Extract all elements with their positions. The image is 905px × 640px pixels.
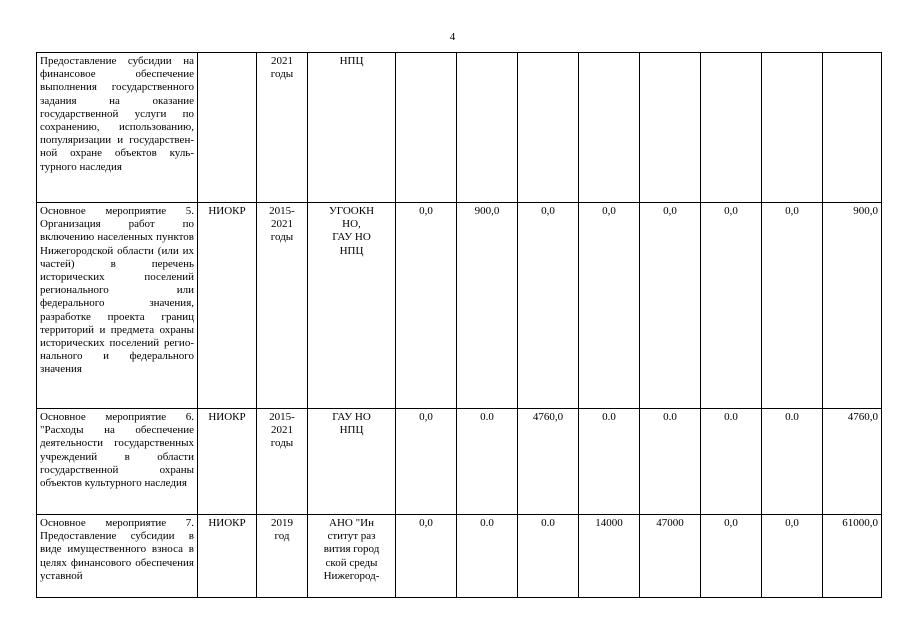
row-value: 0.0 <box>640 409 701 515</box>
program-table <box>36 52 882 598</box>
row-value <box>518 53 579 203</box>
row-value <box>640 53 701 203</box>
page-number: 4 <box>449 31 456 43</box>
table-row <box>37 203 882 409</box>
row-executor: УГООКН НО, ГАУ НО НПЦ <box>308 203 396 409</box>
row-value: 47000 <box>640 515 701 598</box>
row-executor: НПЦ <box>308 53 396 203</box>
row-value: 0,0 <box>762 515 823 598</box>
row-value: 0,0 <box>640 203 701 409</box>
table-row <box>37 409 882 515</box>
row-description: Основное мероприятие 5. Организация работ по включению населенных пунктов Нижегородской области (или их частей) в перечень исторических поселений регионального или федерального значения, разработке проекта границ территорий и предмета охраны исторических поселений регионального и федерального значения <box>37 203 198 409</box>
row-value: 0,0 <box>396 409 457 515</box>
row-value: 0,0 <box>701 515 762 598</box>
row-value: 0,0 <box>701 203 762 409</box>
table-row <box>37 515 882 598</box>
row-period: 2015- 2021 годы <box>257 409 308 515</box>
row-value: 0.0 <box>457 515 518 598</box>
row-value <box>579 53 640 203</box>
row-value <box>701 53 762 203</box>
row-value: 0,0 <box>396 203 457 409</box>
row-value: 0.0 <box>457 409 518 515</box>
row-value: 900,0 <box>823 203 882 409</box>
row-value: 0.0 <box>762 409 823 515</box>
row-value: 900,0 <box>457 203 518 409</box>
row-value: 0,0 <box>518 203 579 409</box>
row-value <box>396 53 457 203</box>
row-value: 4760,0 <box>518 409 579 515</box>
row-value: 0,0 <box>396 515 457 598</box>
row-value <box>457 53 518 203</box>
row-description: Предоставление субсидии на финансовое обеспечение выполнения государственного задания на оказание государственной услуги по сохранению, использованию, популяризации и государственной охране объектов культурного наследия <box>37 53 198 203</box>
row-executor: ГАУ НО НПЦ <box>308 409 396 515</box>
row-executor: АНО "Ин ститут раз вития город ской среды Нижегород- <box>308 515 396 598</box>
row-value <box>762 53 823 203</box>
row-description: Основное мероприятие 7. Предоставление субсидии в виде имущественного взноса в целях финансового обеспечения уставной <box>37 515 198 598</box>
row-value: 0.0 <box>701 409 762 515</box>
row-value: 0,0 <box>579 203 640 409</box>
row-value: 0.0 <box>518 515 579 598</box>
row-description: Основное мероприятие 6. "Расходы на обеспечение деятельности государственных учреждений в области государственной охраны объектов культурного наследия <box>37 409 198 515</box>
row-value: 61000,0 <box>823 515 882 598</box>
row-value: 0,0 <box>762 203 823 409</box>
row-value: 0.0 <box>579 409 640 515</box>
row-program: НИОКР <box>198 515 257 598</box>
row-period: 2021 годы <box>257 53 308 203</box>
row-period: 2015- 2021 годы <box>257 203 308 409</box>
row-value <box>823 53 882 203</box>
row-value: 14000 <box>579 515 640 598</box>
row-program <box>198 53 257 203</box>
row-program: НИОКР <box>198 203 257 409</box>
row-value: 4760,0 <box>823 409 882 515</box>
row-period: 2019 год <box>257 515 308 598</box>
table-row <box>37 53 882 203</box>
row-program: НИОКР <box>198 409 257 515</box>
